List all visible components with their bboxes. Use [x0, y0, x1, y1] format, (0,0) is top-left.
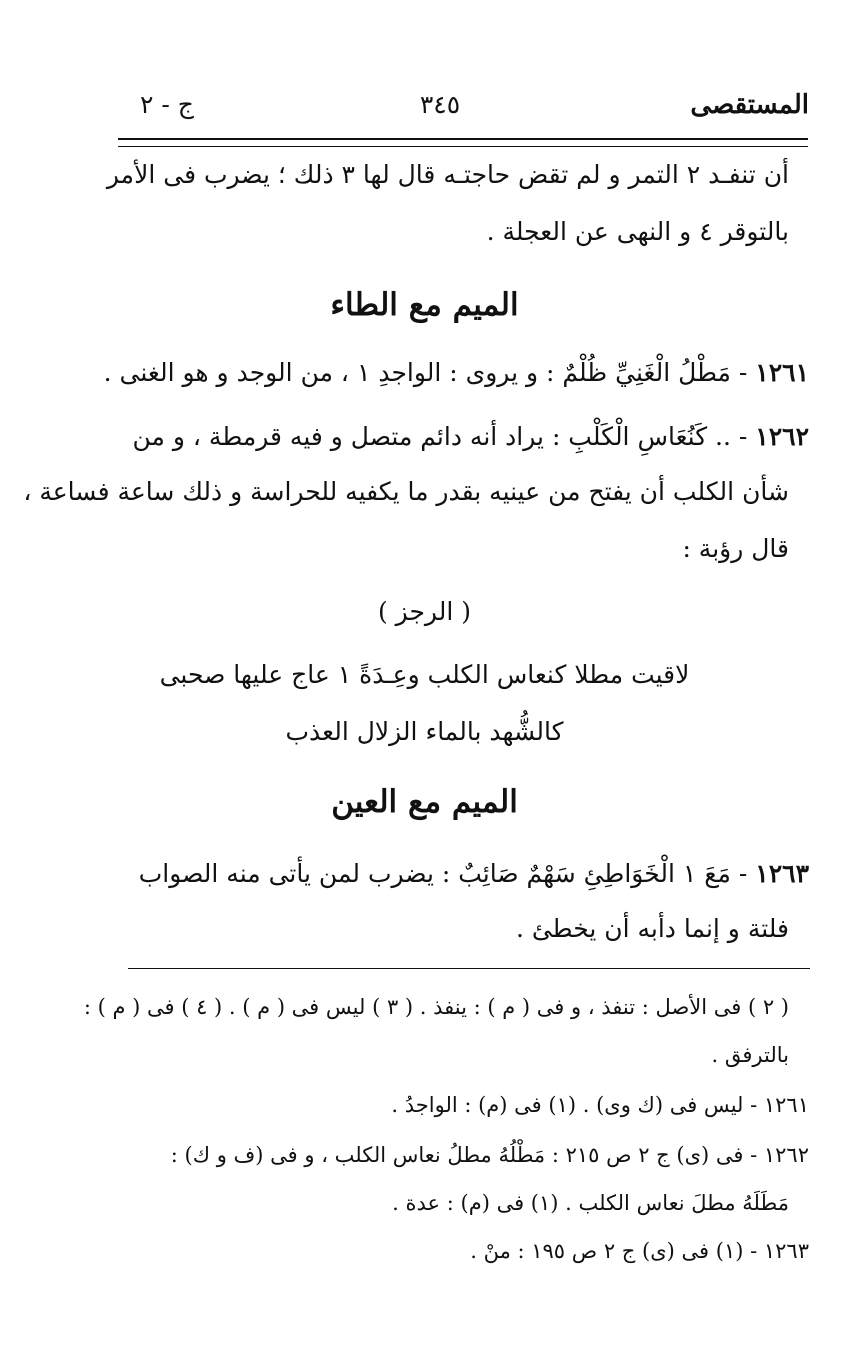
entry-1262-line-1	[133, 420, 809, 454]
entry-number: ١٢٦١	[755, 358, 809, 387]
entry-1262-line-3: قال رؤبة :	[682, 534, 789, 563]
footnote-1262-line-2: مَطَلَهُ مطلَ نعاس الكلب . (١) فى (م) : عدة .	[392, 1191, 789, 1215]
entry-1263-line-2: فلتة و إنما دأبه أن يخطئ .	[515, 914, 789, 943]
footnote-1261: ١٢٦١ - ليس فى (ك وى) . (١) فى (م) : الواجدُ .	[391, 1093, 809, 1117]
footnote-rule	[128, 968, 810, 969]
entry-text: - .. كَنُعَاسِ الْكَلْبِ : يراد أنه دائم متصل و فيه قرمطة ، و من	[132, 422, 748, 451]
page-number: ٣٤٥	[419, 90, 461, 119]
body-line-2: بالتوقر ٤ و النهى عن العجلة .	[486, 217, 789, 246]
volume-label: ج - ٢	[140, 90, 194, 119]
poetic-meter: ( الرجز )	[377, 597, 471, 626]
header-rule-thick	[118, 138, 808, 140]
verse-line-1: لاقيت مطلا كنعاس الكلب وعِـدَةً ١ عاج عليها صحبى	[159, 660, 690, 689]
verse-line-2: كالشُّهد بالماء الزلال العذب	[285, 717, 564, 746]
header-rule-thin	[118, 146, 808, 147]
footnote-1262-line-1: ١٢٦٢ - فى (ى) ج ٢ ص ٢١٥ : مَطْلُهُ مطلُ نعاس الكلب ، و فى (ف و ك) :	[170, 1143, 809, 1167]
section-heading-mim-ta: الميم مع الطاء	[330, 287, 519, 323]
body-line-1: أن تنفـد ٢ التمر و لم تقض حاجتـه قال لها ٣ ذلك ؛ يضرب فى الأمر	[106, 160, 789, 189]
entry-text: - مَطْلُ الْغَنِيِّ ظُلْمٌ : و يروى : الواجدِ ١ ، من الوجد و هو الغنى .	[103, 358, 748, 387]
entry-1262-line-2: شأن الكلب أن يفتح من عينيه بقدر ما يكفيه للحراسة و ذلك ساعة فساعة ،	[23, 477, 789, 506]
entry-number: ١٢٦٣	[755, 859, 809, 888]
footnote-1263: ١٢٦٣ - (١) فى (ى) ج ٢ ص ١٩٥ : منْ .	[470, 1239, 809, 1263]
entry-number: ١٢٦٢	[755, 422, 809, 451]
footnote-1-line-1: ( ٢ ) فى الأصل : تنفذ ، و فى ( م ) : ينفذ . ( ٣ ) ليس فى ( م ) . ( ٤ ) فى ( م ) :	[83, 995, 789, 1019]
entry-text: - مَعَ ١ الْخَوَاطِئِ سَهْمٌ صَائِبٌ : يضرب لمن يأتى منه الصواب	[138, 859, 748, 888]
running-title: المستقصى	[690, 90, 809, 120]
footnote-1-line-2: بالترفق .	[711, 1043, 789, 1067]
entry-1263-line-1	[139, 857, 809, 891]
entry-1261	[104, 356, 809, 390]
section-heading-mim-ayn: الميم مع العين	[331, 784, 518, 820]
